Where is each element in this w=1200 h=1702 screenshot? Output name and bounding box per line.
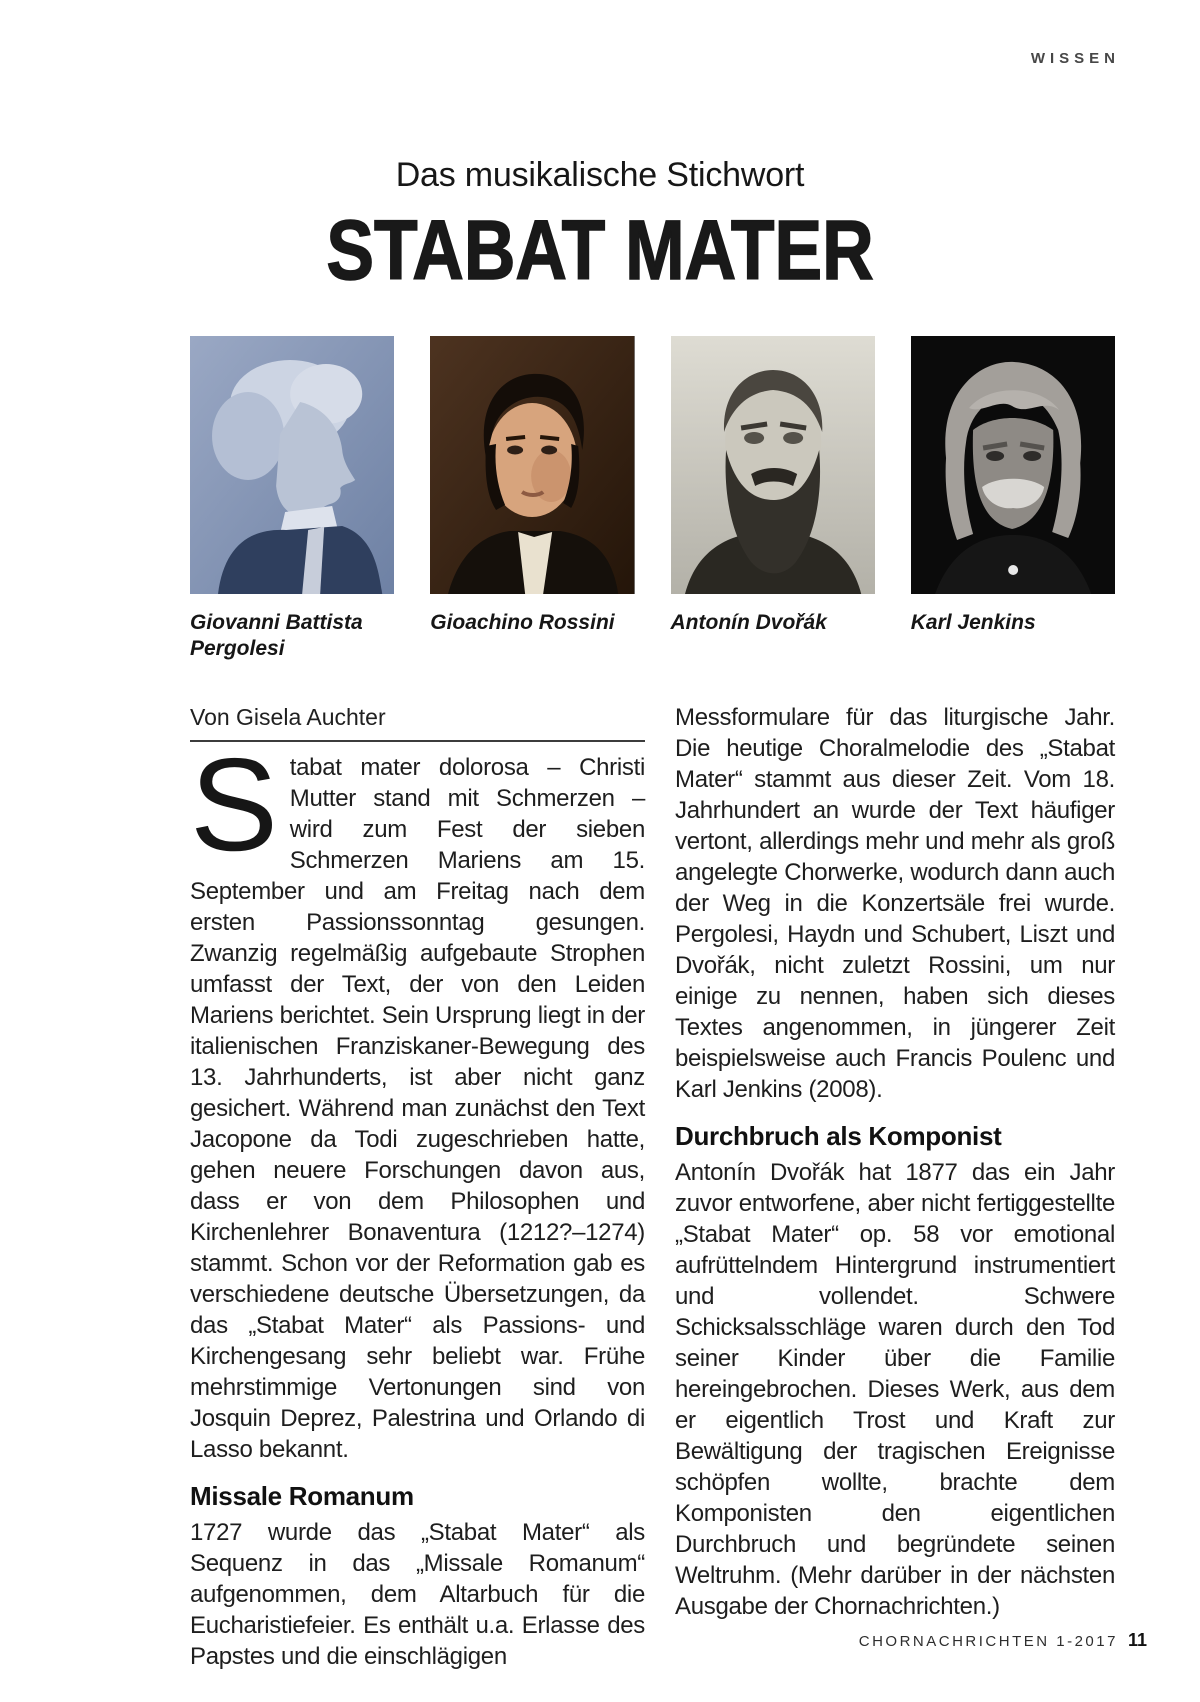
portrait-dvorak xyxy=(671,336,875,662)
portrait-pergolesi-image xyxy=(190,336,394,594)
footer-magazine-label: CHORNACHRICHTEN 1-2017 xyxy=(858,1633,1118,1650)
paragraph-intro-text: tabat mater dolorosa – Christi Mutter stand mit Schmerzen – wird zum Fest der sieben Schmerzen Mariens am 15. September und am Freitag nach dem ersten Passionssonntag gesungen. Zwanzig regelmäßig aufgebaute Strophen umfasst der Text, der von den Leiden Mariens berichtet. Sein Ursprung liegt in der italienischen Franziskaner-Bewegung des 13. Jahrhunderts, ist aber nicht ganz gesichert. Während man zunächst den Text Jacopone da Todi zugeschrieben hatte, gehen neuere Forschungen davon aus, dass er von dem Philosophen und Kirchenlehrer Bonaventura (1212?–1274) stammt. Schon vor der Reformation gab es verschiedene deutsche Übersetzungen, da das „Stabat Mater“ als Passions- und Kirchengesang sehr beliebt war. Frühe mehrstimmige Vertonungen sind von Josquin Deprez, Palestrina und Orlando di Lasso bekannt. xyxy=(190,754,645,1463)
paragraph-messformulare: Messformulare für das liturgische Jahr. Die heutige Choralmelodie des „Stabat Mater“ stammt aus dieser Zeit. Vom 18. Jahrhundert an wurde der Text häufiger vertont, allerdings mehr und mehr als groß angelegte Chorwerke, wodurch dann auch der Weg in die Konzertsäle frei wurde. Pergolesi, Haydn und Schubert, Liszt und Dvořák, nicht zuletzt Rossini, um nur einige zu nennen, haben sich dieses Textes angenommen, in jüngerer Zeit beispielsweise auch Francis Poulenc und Karl Jenkins (2008). xyxy=(675,704,1115,1103)
portrait-dvorak-image xyxy=(671,336,875,594)
article-title: STABAT MATER xyxy=(326,203,874,297)
portrait-caption-jenkins: Karl Jenkins xyxy=(910,611,1036,634)
section-label: WISSEN xyxy=(1030,50,1120,67)
subheading-missale-romanum: Missale Romanum xyxy=(190,1481,414,1511)
dvorak-photo-graphic xyxy=(671,336,875,594)
article-column-left xyxy=(190,731,645,1672)
portrait-jenkins-image xyxy=(911,336,1115,594)
footer-page-number: 11 xyxy=(1127,1630,1147,1650)
drop-cap-s: S xyxy=(190,731,278,878)
paragraph-intro xyxy=(190,731,645,1465)
subheading-durchbruch: Durchbruch als Komponist xyxy=(675,1121,1002,1151)
portrait-pergolesi xyxy=(190,336,394,662)
paragraph-missale: 1727 wurde das „Stabat Mater“ als Sequenz in das „Missale Romanum“ aufgenommen, dem Altarbuch für die Eucharistiefeier. Es enthält u.a. Erlasse des Papstes und die einschlägigen xyxy=(190,1519,645,1670)
portrait-caption-rossini: Gioachino Rossini xyxy=(430,611,615,634)
jenkins-photo-graphic xyxy=(911,336,1115,594)
article-header xyxy=(0,156,1200,297)
article-column-right xyxy=(675,702,1115,1622)
portrait-jenkins xyxy=(911,336,1115,662)
pergolesi-engraving-graphic xyxy=(190,336,394,594)
portrait-rossini xyxy=(430,336,634,662)
portrait-caption-dvorak: Antonín Dvořák xyxy=(670,611,827,634)
portrait-strip xyxy=(190,336,1115,662)
rossini-painting-graphic xyxy=(430,336,634,594)
portrait-caption-pergolesi: Giovanni Battista Pergolesi xyxy=(190,611,363,660)
byline-text: Von Gisela Auchter xyxy=(190,704,386,730)
paragraph-dvorak: Antonín Dvořák hat 1877 das ein Jahr zuvor entworfene, aber nicht fertiggestellte „Stabat Mater“ op. 58 vor emotional aufrüttelndem Hintergrund instrumentiert und vollendet. Schwere Schicksalsschläge waren durch den Tod seiner Kinder über die Familie hereingebrochen. Dieses Werk, aus dem er eigentlich Trost und Kraft zur Bewältigung der tragischen Ereignisse schöpfen wollte, brachte dem Komponisten den eigentlichen Durchbruch und begründete seinen Weltruhm. (Mehr darüber in der nächsten Ausgabe der Chornachrichten.) xyxy=(675,1159,1115,1620)
page-footer xyxy=(859,1630,1147,1651)
portrait-rossini-image xyxy=(430,336,634,594)
article-kicker: Das musikalische Stichwort xyxy=(395,156,805,194)
